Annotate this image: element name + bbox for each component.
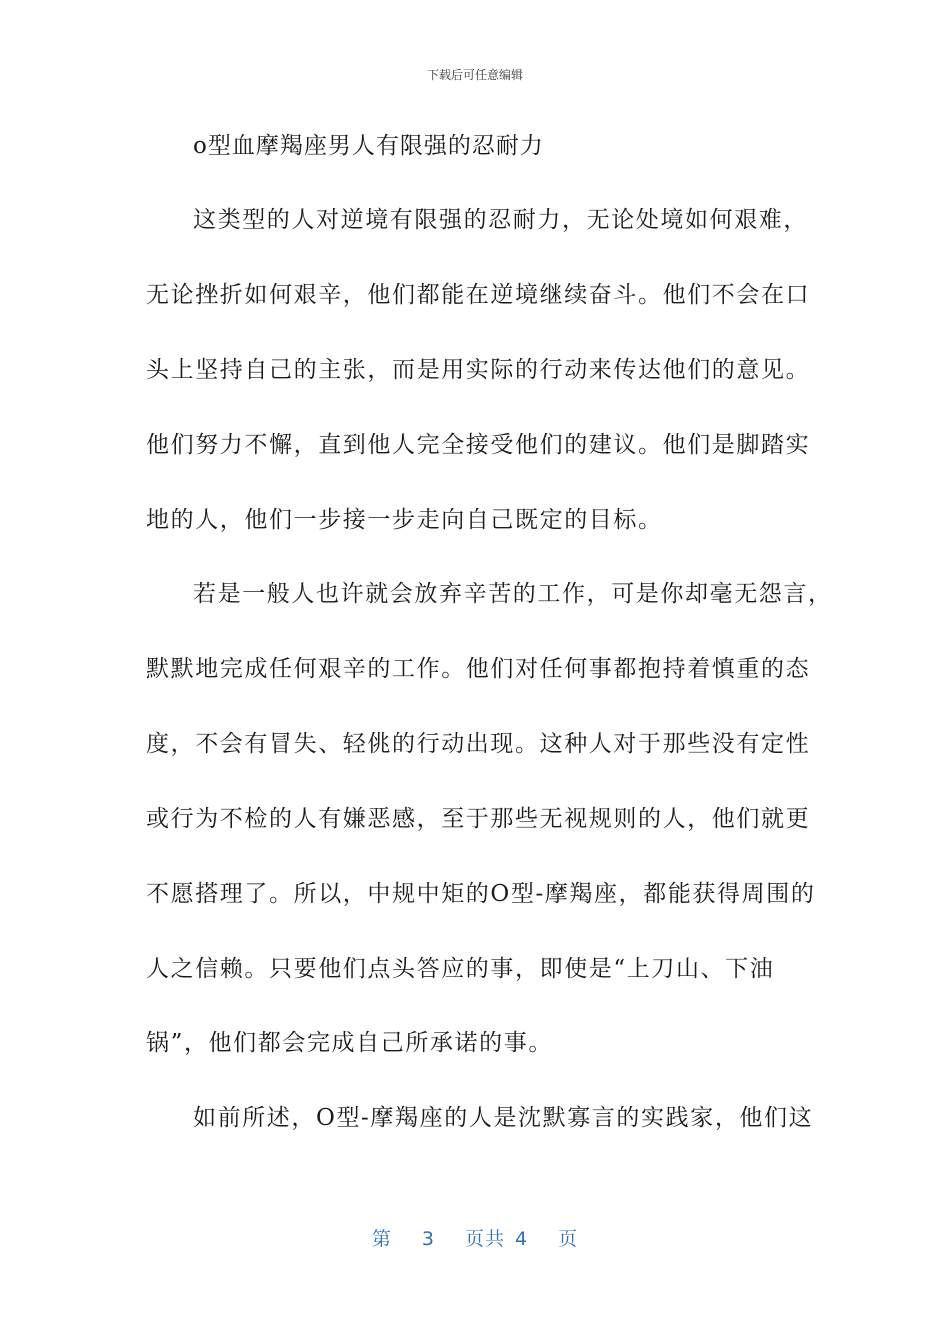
paragraph-line: 若是一般人也许就会放弃辛苦的工作，可是你却毫无怨言，: [193, 581, 833, 607]
paragraph-line: 人之信赖。只要他们点头答应的事，即使是“上刀山、下油: [146, 956, 775, 982]
paragraph-line: 或行为不检的人有嫌恶感，至于那些无视规则的人，他们就更: [146, 806, 811, 832]
paragraph-line: 默默地完成任何艰辛的工作。他们对任何事都抱持着慎重的态: [146, 656, 811, 682]
page-header-note: 下载后可任意编辑: [426, 68, 523, 82]
paragraph-line: 不愿搭理了。所以，中规中矩的O型-摩羯座，都能获得周围的: [146, 881, 816, 907]
paragraph-line: 他们努力不懈，直到他人完全接受他们的建议。他们是脚踏实: [146, 432, 811, 458]
footer-suffix: 页: [558, 1228, 579, 1250]
footer-prefix: 第: [371, 1228, 392, 1250]
total-page-count: 4: [515, 1228, 529, 1250]
page-number-footer: [0, 1224, 950, 1251]
paragraph-line: 无论挫折如何艰辛，他们都能在逆境继续奋斗。他们不会在口: [146, 282, 811, 308]
paragraph-line: 头上坚持自己的主张，而是用实际的行动来传达他们的意见。: [146, 357, 811, 383]
footer-middle: 页共: [464, 1228, 505, 1250]
paragraph-line: 度，不会有冒失、轻佻的行动出现。这种人对于那些没有定性: [146, 731, 811, 757]
paragraph-line: 地的人，他们一步接一步走向自己既定的目标。: [146, 507, 663, 533]
paragraph-line: 这类型的人对逆境有限强的忍耐力，无论处境如何艰难，: [193, 207, 808, 233]
section-heading: o型血摩羯座男人有限强的忍耐力: [193, 133, 544, 159]
current-page-number: 3: [421, 1228, 435, 1250]
paragraph-line: 如前所述，O型-摩羯座的人是沈默寡言的实践家，他们这: [193, 1105, 814, 1131]
paragraph-line: 锅”，他们都会完成自己所承诺的事。: [146, 1030, 553, 1056]
